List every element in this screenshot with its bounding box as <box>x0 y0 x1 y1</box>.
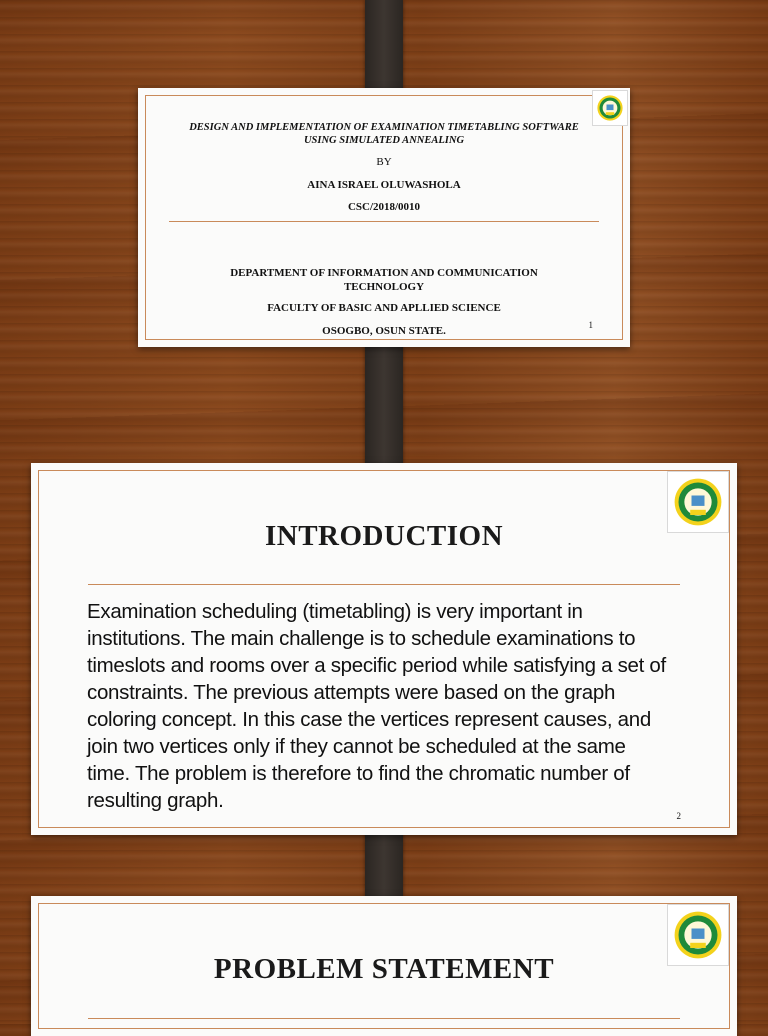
slide1-location: OSOGBO, OSUN STATE. <box>322 325 446 337</box>
slide2-divider <box>88 584 680 585</box>
slide1-department: DEPARTMENT OF INFORMATION AND COMMUNICATION TECHNOLOGY <box>230 267 538 293</box>
slide1-author: AINA ISRAEL OLUWASHOLA <box>307 179 461 191</box>
slide1-title: DESIGN AND IMPLEMENTATION OF EXAMINATION TIMETABLING SOFTWARE USING SIMULATED ANNEALING <box>189 122 579 146</box>
slide2-body: Examination scheduling (timetabling) is very important in institutions. The main challenge is to schedule examinations to timeslots and rooms over a specific period while satisfying a set of constraints. The previous attempts were based on the graph coloring concept. In this case the vertices represent causes, and join two vertices only if they cannot be scheduled at the same time. The problem is therefore to find the chromatic number of resulting graph. <box>87 600 666 812</box>
university-logo <box>592 90 628 126</box>
slide1-divider <box>169 221 599 222</box>
slide2-title: INTRODUCTION <box>264 520 504 552</box>
strap-middle <box>365 334 403 480</box>
slide3-divider <box>88 1018 680 1019</box>
slide-title[interactable] <box>138 88 630 347</box>
slide3-title: PROBLEM STATEMENT <box>213 953 555 985</box>
slide-introduction[interactable] <box>31 463 737 835</box>
seal-icon <box>596 94 624 122</box>
slide-problem-statement[interactable] <box>31 896 737 1036</box>
slide1-faculty: FACULTY OF BASIC AND APLLIED SCIENCE <box>267 302 501 314</box>
slide1-page-number: 1 <box>588 320 593 330</box>
slide1-by: BY <box>376 156 392 168</box>
slide2-page-number: 2 <box>676 811 681 821</box>
slide1-matric: CSC/2018/0010 <box>347 201 421 213</box>
